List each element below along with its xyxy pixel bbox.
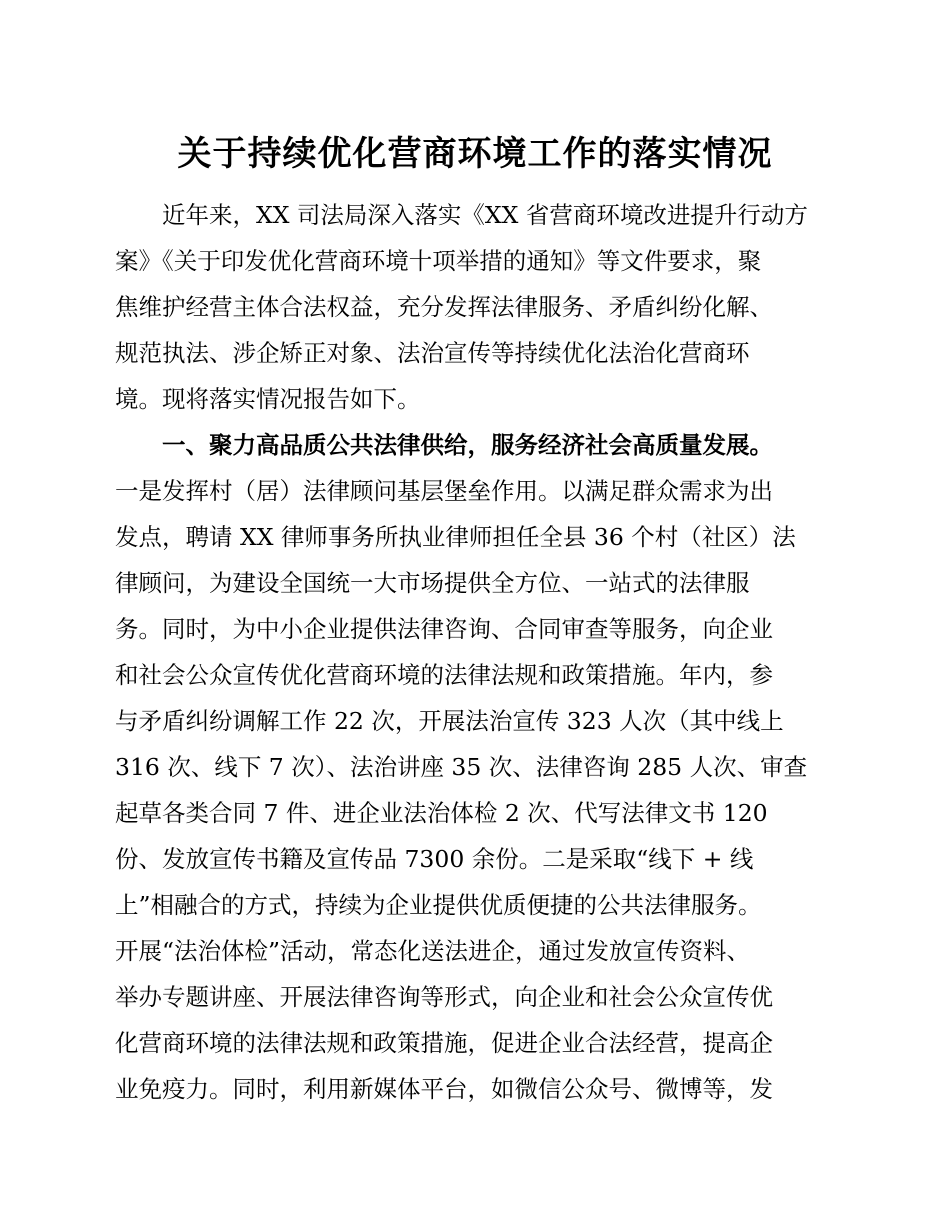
- paragraph-line: 规范执法、涉企矫正对象、法治宣传等持续优化法治化营商环: [115, 339, 750, 367]
- paragraph-line: 上”相融合的方式，持续为企业提供优质便捷的公共法律服务。: [115, 891, 762, 919]
- document-title: 关于持续优化营商环境工作的落实情况: [177, 134, 773, 174]
- paragraph-line: 举办专题讲座、开展法律咨询等形式，向企业和社会公众宣传优: [115, 983, 773, 1011]
- paragraph-line: 一是发挥村（居）法律顾问基层堡垒作用。以满足群众需求为出: [115, 477, 773, 505]
- paragraph-line: 化营商环境的法律法规和政策措施，促进企业合法经营，提高企: [115, 1029, 773, 1057]
- paragraph-line: 近年来，XX 司法局深入落实《XX 省营商环境改进提升行动方: [162, 201, 808, 229]
- paragraph-line: 开展“法治体检”活动，常态化送法进企，通过发放宣传资料、: [115, 937, 751, 965]
- paragraph-line: 316 次、线下 7 次）、法治讲座 35 次、法律咨询 285 人次、审查: [115, 753, 808, 781]
- paragraph-line: 业免疫力。同时，利用新媒体平台，如微信公众号、微博等，发: [115, 1075, 773, 1103]
- paragraph-line: 焦维护经营主体合法权益，充分发挥法律服务、矛盾纠纷化解、: [115, 293, 773, 321]
- paragraph-line: 务。同时，为中小企业提供法律咨询、合同审查等服务，向企业: [115, 615, 773, 643]
- paragraph-line: 案》《关于印发优化营商环境十项举措的通知》等文件要求，聚: [115, 247, 762, 275]
- paragraph-line: 份、发放宣传书籍及宣传品 7300 余份。二是采取“线下 + 线: [115, 845, 754, 873]
- section-heading: 一、聚力高品质公共法律供给，服务经济社会高质量发展。: [162, 431, 773, 459]
- paragraph-line: 律顾问，为建设全国统一大市场提供全方位、一站式的法律服: [115, 569, 750, 597]
- paragraph-line: 境。现将落实情况报告如下。: [115, 385, 421, 413]
- paragraph-line: 与矛盾纠纷调解工作 22 次，开展法治宣传 323 人次（其中线上: [115, 707, 784, 735]
- paragraph-line: 和社会公众宣传优化营商环境的法律法规和政策措施。年内，参: [115, 661, 773, 689]
- paragraph-line: 发点，聘请 XX 律师事务所执业律师担任全县 36 个村（社区）法: [115, 523, 796, 551]
- paragraph-line: 起草各类合同 7 件、进企业法治体检 2 次、代写法律文书 120: [115, 799, 768, 827]
